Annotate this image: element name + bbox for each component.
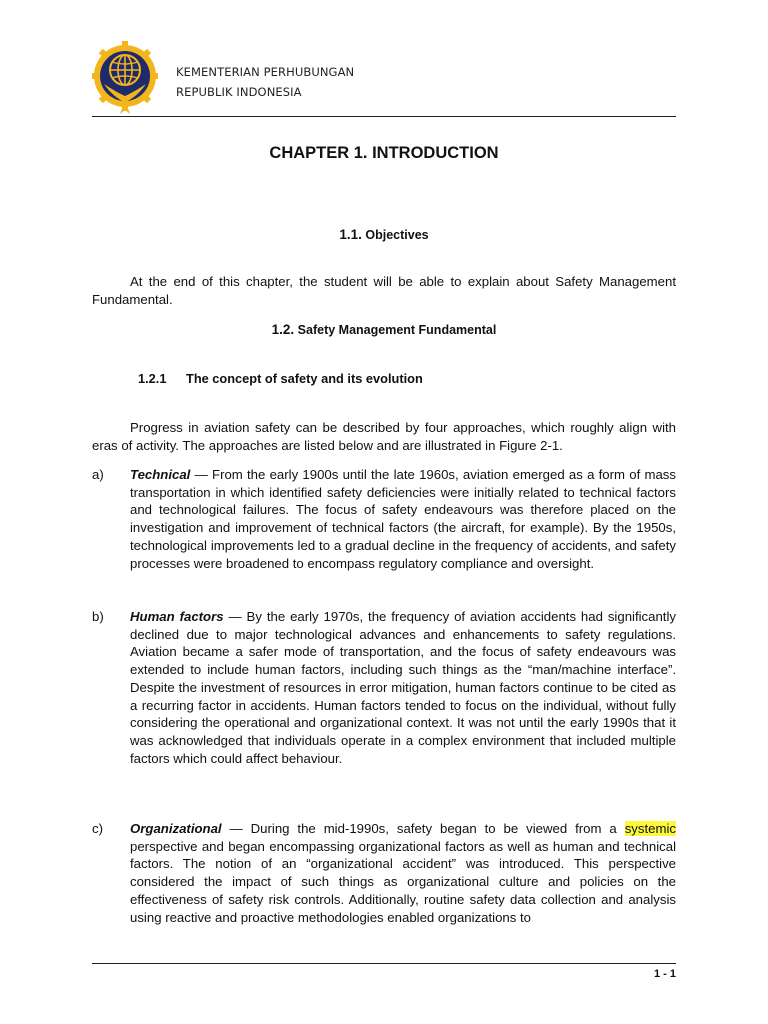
section-1-2-1-heading bbox=[138, 371, 423, 386]
list-item-technical bbox=[92, 466, 676, 572]
intro-paragraph bbox=[92, 419, 676, 455]
list-label: a) bbox=[92, 467, 104, 482]
list-item-organizational bbox=[92, 820, 676, 926]
section-number: 1.1. bbox=[339, 227, 362, 242]
highlighted-word: systemic bbox=[624, 821, 676, 836]
list-term: Organizational bbox=[130, 821, 222, 836]
section-1-2-heading bbox=[0, 322, 768, 337]
list-term: Human factors bbox=[130, 609, 224, 624]
footer-divider bbox=[92, 963, 676, 964]
org-line-1: KEMENTERIAN PERHUBUNGAN bbox=[176, 65, 355, 79]
subsection-number: 1.2.1 bbox=[138, 371, 167, 386]
list-text: — By the early 1970s, the frequency of aviation accidents had significantly declined due to major technological advances and enhancements to safety regulations. Aviation became a safer mode of transportation, and the focus of safety endeavours was extended to include human factors, including such things as the “man/machine interface”. Despite the investment of resources in error mitigation, human factors continue to be cited as a recurring factor in accidents. Human factors tended to focus on the individual, without fully considering the operational and organizational context. It was not until the early 1990s that it was acknowledged that individuals operate in a complex environment that included multiple factors which could affect behaviour. bbox=[130, 609, 676, 766]
list-text-before: — During the mid-1990s, safety began to be viewed from a bbox=[221, 821, 625, 836]
section-1-1-heading bbox=[0, 227, 768, 242]
section-title: Safety Management Fundamental bbox=[297, 323, 497, 337]
list-text: — From the early 1900s until the late 1960s, aviation emerged as a form of mass transportation in which identified safety deficiencies were initially related to technical factors and technological failures. The focus of safety endeavours was therefore placed on the investigation and improvement of technical factors (the aircraft, for example). By the 1950s, technological improvements led to a gradual decline in the frequency of accidents, and safety processes were broadened to encompass regulatory compliance and oversight. bbox=[130, 467, 676, 571]
organization-name bbox=[176, 62, 354, 102]
chapter-title: CHAPTER 1. INTRODUCTION bbox=[269, 144, 499, 162]
ministry-logo bbox=[92, 40, 158, 116]
header-divider bbox=[92, 116, 676, 117]
list-term: Technical bbox=[130, 467, 191, 482]
page-number: 1 - 1 bbox=[653, 968, 676, 980]
section-title: Objectives bbox=[365, 228, 429, 242]
list-label: b) bbox=[92, 609, 104, 624]
objectives-text: At the end of this chapter, the student will be able to explain about Safety Management Fundamental. bbox=[92, 274, 676, 307]
section-number: 1.2. bbox=[271, 322, 295, 337]
subsection-title: The concept of safety and its evolution bbox=[186, 371, 423, 386]
list-item-human-factors bbox=[92, 608, 676, 767]
objectives-paragraph bbox=[92, 273, 676, 309]
org-line-2: REPUBLIK INDONESIA bbox=[176, 85, 302, 99]
list-label: c) bbox=[92, 821, 103, 836]
list-text-after: perspective and began encompassing organizational factors as well as human and technical factors. The notion of an “organizational accident” was introduced. This perspective considered the impact of such things as organizational culture and policies on the effectiveness of safety risk controls. Additionally, routine safety data collection and analysis using reactive and proactive methodologies enabled organizations to bbox=[130, 838, 676, 925]
intro-text: Progress in aviation safety can be described by four approaches, which roughly align with eras of activity. The approaches are listed below and are illustrated in Figure 2-1. bbox=[92, 420, 676, 453]
